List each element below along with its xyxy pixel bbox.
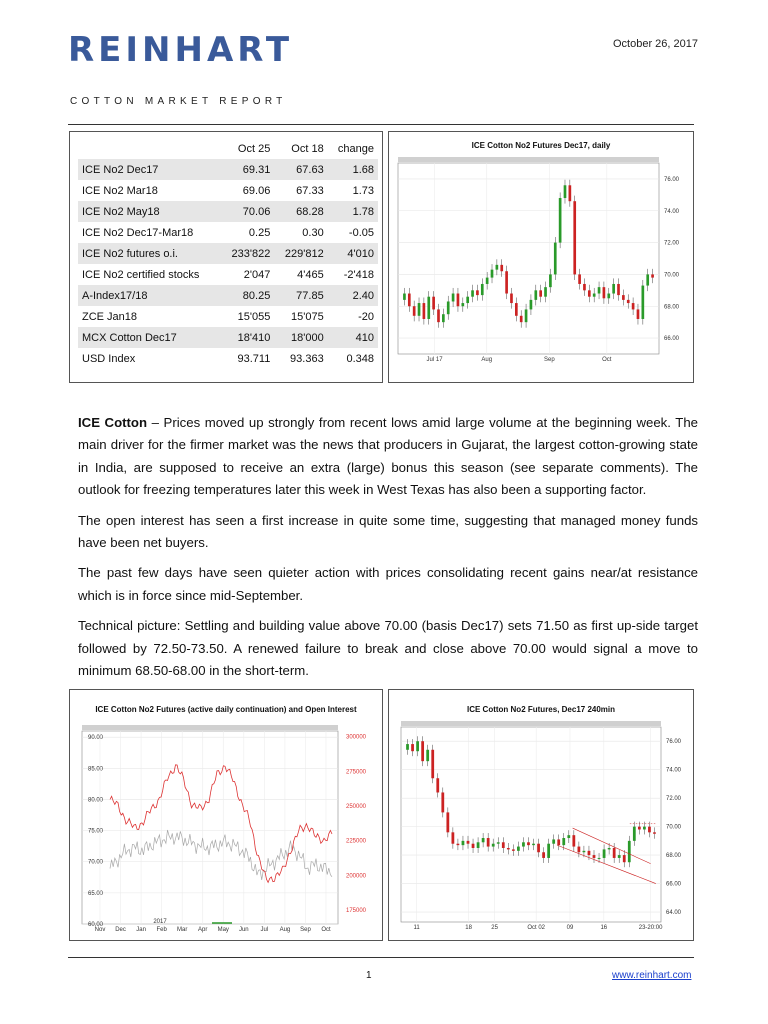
candle-body <box>432 297 435 310</box>
y-tick-label: 76.00 <box>666 739 682 746</box>
table-row <box>78 285 378 306</box>
chart-continuation <box>70 690 382 940</box>
table-cell-chg: 4'010 <box>328 243 378 264</box>
candle-body <box>437 309 440 322</box>
candle-body <box>515 303 518 316</box>
candle-body <box>486 278 489 284</box>
table-header-cell: change <box>337 143 374 155</box>
table-row <box>78 201 378 222</box>
y-tick-label: 80.00 <box>88 797 104 804</box>
table-header-cell: Oct 25 <box>237 143 271 155</box>
table-cell-chg: -2'418 <box>343 268 374 281</box>
table-row <box>78 348 378 369</box>
candle-body <box>598 858 601 859</box>
candle-body <box>603 849 606 858</box>
x-tick-label: 16 <box>600 925 608 931</box>
table-cell-v1: 93.711 <box>237 352 271 365</box>
y-tick-label: 72.00 <box>666 796 682 803</box>
candle-body <box>413 306 416 316</box>
candle-body <box>461 303 464 306</box>
y-tick-label: 85.00 <box>88 766 104 773</box>
x-tick-label: Mar <box>177 927 188 933</box>
candle-body <box>427 297 430 319</box>
table-row <box>78 306 378 327</box>
logo: REINHART <box>68 30 294 70</box>
candle-body <box>617 284 620 295</box>
candle-body <box>632 303 635 309</box>
candle-body <box>510 294 513 304</box>
x-tick-label: Oct <box>321 927 331 933</box>
table-cell-v2: 67.33 <box>296 184 324 197</box>
chart-toolbar <box>82 725 338 730</box>
x-tick-label: Jun <box>238 927 249 933</box>
candle-body <box>467 841 470 844</box>
candle-body <box>588 290 591 296</box>
table-cell-chg: -20 <box>358 310 374 323</box>
table-cell-v1: 70.06 <box>221 201 274 222</box>
candle-body <box>542 852 545 858</box>
table-cell-label: A-Index17/18 <box>78 285 221 306</box>
candle-body <box>451 832 454 843</box>
x-tick-label: Aug <box>279 927 291 933</box>
candle-body <box>487 838 490 847</box>
table-cell-label: ICE No2 Mar18 <box>82 184 158 197</box>
table-cell-v2: 77.85 <box>274 285 327 306</box>
y-tick-label: 75.00 <box>88 828 104 835</box>
candle-body <box>637 309 640 319</box>
y-tick-label: 70.00 <box>666 824 682 831</box>
candle-body <box>653 832 656 833</box>
candle-body <box>532 844 535 845</box>
table-cell-chg: 1.68 <box>328 159 378 180</box>
candle-body <box>623 855 626 862</box>
paragraph-1-text: – Prices moved up strongly from recent lows amid large volume at the beginning week. The main driver for the firmer market was the news that producers in Gujarat, the largest cotton-growing state in India, are supposed to receive an extra (large) bonus this season (see separate comments). The outlook for freezing temperatures later this week in West Texas has also been a supporting factor. <box>78 415 698 498</box>
table-row <box>78 243 378 264</box>
page-number: 1 <box>366 970 372 981</box>
y2-tick-label: 200000 <box>346 873 367 880</box>
header-divider <box>68 124 694 125</box>
chart-continuation-title: ICE Cotton No2 Futures (active daily continuation) and Open Interest <box>95 705 357 714</box>
candle-body <box>577 847 580 853</box>
table-cell-label: ICE No2 May18 <box>78 201 221 222</box>
chart-continuation-panel <box>69 689 383 941</box>
x-tick-label: 11 <box>413 925 420 931</box>
x-tick-label: 25 <box>491 925 498 931</box>
x-tick-label: Feb <box>156 927 167 933</box>
candle-body <box>505 271 508 293</box>
y-tick-label: 74.00 <box>666 767 682 774</box>
candle-body <box>648 827 651 833</box>
candle-body <box>477 842 480 848</box>
table-cell-v1: 2'047 <box>243 268 271 281</box>
candle-body <box>613 848 616 858</box>
table-header-cell <box>78 139 221 159</box>
y-tick-label: 64.00 <box>666 910 682 917</box>
candle-body <box>583 851 586 852</box>
table-cell-label: ICE No2 certified stocks <box>82 268 200 281</box>
y2-tick-label: 300000 <box>346 734 367 741</box>
candle-body <box>607 294 610 299</box>
y-tick-label: 68.00 <box>666 853 682 860</box>
table-cell-label: USD Index <box>82 352 136 365</box>
y-tick-label: 72.00 <box>664 240 680 247</box>
price-table-panel <box>69 131 383 383</box>
table-cell-v2: 0.30 <box>302 226 324 239</box>
candle-body <box>476 290 479 295</box>
x-tick-label: Dec <box>115 927 126 933</box>
candle-body <box>588 851 591 855</box>
candle-body <box>446 812 449 832</box>
candle-body <box>578 274 581 284</box>
chart-daily <box>389 132 693 382</box>
candle-body <box>512 849 515 850</box>
table-cell-v2: 15'075 <box>291 310 324 323</box>
candle-body <box>539 290 542 296</box>
y-tick-label: 60.00 <box>88 922 104 928</box>
website-link[interactable]: www.reinhart.com <box>612 970 692 981</box>
candle-body <box>549 274 552 287</box>
table-row <box>78 180 378 201</box>
table-row <box>78 222 378 243</box>
candle-body <box>537 844 540 853</box>
candle-body <box>562 838 565 845</box>
candle-body <box>564 185 567 198</box>
x-tick-label: Apr <box>198 927 208 933</box>
table-cell-chg: 410 <box>328 327 378 348</box>
candle-body <box>517 847 520 851</box>
candle-body <box>572 835 575 846</box>
table-cell-v2: 18'000 <box>274 327 327 348</box>
candle-body <box>491 270 494 278</box>
chart-240min <box>389 690 693 940</box>
candle-body <box>520 316 523 322</box>
candle-body <box>492 844 495 847</box>
candle-body <box>423 303 426 319</box>
table-cell-chg: -0.05 <box>348 226 374 239</box>
table-cell-v1: 233'822 <box>221 243 274 264</box>
candle-body <box>527 842 530 845</box>
y-tick-label: 66.00 <box>666 881 682 888</box>
table-cell-chg: 1.73 <box>352 184 374 197</box>
candle-body <box>534 290 537 300</box>
report-body <box>78 412 698 690</box>
candle-body <box>598 287 601 293</box>
chart-240min-panel <box>388 689 694 941</box>
y-tick-label: 74.00 <box>664 208 680 215</box>
candle-body <box>646 274 649 285</box>
table-row <box>78 264 378 285</box>
candle-body <box>557 839 560 845</box>
x-tick-label: Sep <box>544 357 555 363</box>
table-cell-v2: 4'465 <box>297 268 324 281</box>
candle-body <box>593 294 596 297</box>
candle-body <box>627 300 630 303</box>
candle-body <box>457 844 460 845</box>
paragraph-1 <box>78 412 698 502</box>
table-cell-v1: 15'055 <box>237 310 271 323</box>
table-cell-chg: 2.40 <box>328 285 378 306</box>
candle-body <box>593 855 596 858</box>
table-cell-v2: 229'812 <box>274 243 327 264</box>
x-tick-label: Nov <box>94 927 106 933</box>
y-tick-label: 90.00 <box>88 735 104 742</box>
table-header-cell: Oct 18 <box>291 143 324 155</box>
table-cell-label: ZCE Jan18 <box>82 310 138 323</box>
paragraph-1-lead: ICE Cotton <box>78 415 148 430</box>
candle-body <box>416 741 419 751</box>
report-date: October 26, 2017 <box>613 38 699 50</box>
candle-body <box>569 185 572 201</box>
x-tick-label: Jul <box>260 927 269 933</box>
candle-body <box>462 841 465 845</box>
candle-body <box>500 265 503 271</box>
candle-body <box>411 744 414 751</box>
table-cell-label: ICE No2 Dec17-Mar18 <box>82 226 194 239</box>
x-tick-label: Aug <box>481 357 493 363</box>
candle-body <box>633 827 636 841</box>
table-cell-label: MCX Cotton Dec17 <box>78 327 221 348</box>
candle-body <box>441 792 444 812</box>
candle-body <box>502 842 505 848</box>
candle-body <box>447 301 450 314</box>
table-cell-v1: 69.06 <box>242 184 271 197</box>
candle-body <box>481 284 484 295</box>
candle-body <box>559 198 562 243</box>
table-cell-v1: 80.25 <box>221 285 274 306</box>
candle-body <box>403 294 406 300</box>
table-cell-v2: 67.63 <box>274 159 327 180</box>
table-cell-v1: 69.31 <box>221 159 274 180</box>
candle-body <box>452 294 455 302</box>
candle-body <box>641 286 644 319</box>
table-cell-v2: 68.28 <box>274 201 327 222</box>
candle-body <box>552 839 555 843</box>
x-tick-label: Jan <box>136 927 146 933</box>
candle-body <box>628 841 631 862</box>
candle-body <box>497 842 500 843</box>
y2-tick-label: 225000 <box>346 838 367 845</box>
candle-body <box>496 265 499 270</box>
y2-tick-label: 250000 <box>346 803 367 810</box>
table-row <box>78 327 378 348</box>
table-cell-chg: 0.348 <box>346 352 374 365</box>
price-table <box>78 139 378 369</box>
chart-daily-panel <box>388 131 694 383</box>
x-annotation: 2017 <box>153 919 167 925</box>
footer-divider <box>68 957 694 958</box>
x-tick-label: May <box>217 927 229 933</box>
plot-area <box>398 163 659 354</box>
y-tick-label: 68.00 <box>664 304 680 311</box>
plot-area <box>401 727 661 922</box>
paragraph-2: The open interest has seen a first increase in quite some time, suggesting that managed money funds have been net buyers. <box>78 512 698 551</box>
candle-body <box>426 750 429 761</box>
candle-body <box>651 274 654 277</box>
x-tick-label: Sep <box>300 927 311 933</box>
candle-body <box>554 243 557 275</box>
candle-body <box>418 303 421 316</box>
candle-body <box>603 287 606 298</box>
table-cell-chg: 1.78 <box>328 201 378 222</box>
chart-toolbar <box>401 721 661 726</box>
y-tick-label: 65.00 <box>88 890 104 897</box>
candle-body <box>482 838 485 842</box>
candle-body <box>547 844 550 858</box>
candle-body <box>442 314 445 322</box>
table-cell-v1: 18'410 <box>221 327 274 348</box>
table-cell-label: ICE No2 futures o.i. <box>78 243 221 264</box>
table-cell-label: ICE No2 Dec17 <box>78 159 221 180</box>
y2-tick-label: 275000 <box>346 769 367 776</box>
paragraph-4: Technical picture: Settling and building value above 70.00 (basis Dec17) sets 71.50 as first up-side target followed by 72.50-73.50. A renewed failure to break and close above 70.00 would signal a move to minimum 68.50-68.00 in the short-term. <box>78 618 698 679</box>
y-tick-label: 76.00 <box>664 176 680 183</box>
candle-body <box>618 855 621 858</box>
y-tick-label: 70.00 <box>88 859 104 866</box>
candle-body <box>638 827 641 830</box>
y-tick-label: 70.00 <box>664 272 680 279</box>
candle-body <box>406 744 409 750</box>
candle-body <box>408 294 411 307</box>
x-tick-label: Oct 02 <box>527 925 546 931</box>
candle-body <box>507 848 510 849</box>
candle-body <box>622 295 625 300</box>
x-tick-label: 09 <box>566 925 574 931</box>
candle-body <box>466 297 469 303</box>
x-tick-label: Jul 17 <box>426 357 443 363</box>
candle-body <box>421 741 424 761</box>
candle-body <box>522 842 525 846</box>
paragraph-3: The past few days have seen quieter action with prices consolidating recent gains near/at resistance which is in force since mid-September. <box>78 565 698 603</box>
x-tick-label: 23-20:00 <box>638 925 663 931</box>
candle-body <box>612 284 615 294</box>
table-cell-v1: 0.25 <box>248 226 271 239</box>
candle-body <box>544 287 547 297</box>
x-tick-label: Oct <box>602 357 612 363</box>
candle-body <box>471 290 474 296</box>
chart-240min-title: ICE Cotton No2 Futures, Dec17 240min <box>466 705 616 714</box>
candle-body <box>436 778 439 792</box>
candle-body <box>643 827 646 830</box>
candle-body <box>583 284 586 290</box>
chart-toolbar <box>398 157 659 162</box>
table-row <box>78 159 378 180</box>
y2-tick-label: 175000 <box>346 908 367 915</box>
candle-body <box>431 750 434 778</box>
candle-body <box>472 844 475 848</box>
candle-body <box>573 201 576 274</box>
chart-daily-title: ICE Cotton No2 Futures Dec17, daily <box>471 141 611 150</box>
candle-body <box>530 300 533 310</box>
candle-body <box>525 309 528 322</box>
report-subtitle: COTTON MARKET REPORT <box>70 96 287 107</box>
candle-body <box>567 835 570 838</box>
table-cell-v2: 93.363 <box>290 352 324 365</box>
table-header-row <box>78 139 378 159</box>
candle-body <box>608 848 611 849</box>
candle-body <box>457 294 460 307</box>
y-tick-label: 66.00 <box>664 336 680 343</box>
x-tick-label: 18 <box>465 925 472 931</box>
